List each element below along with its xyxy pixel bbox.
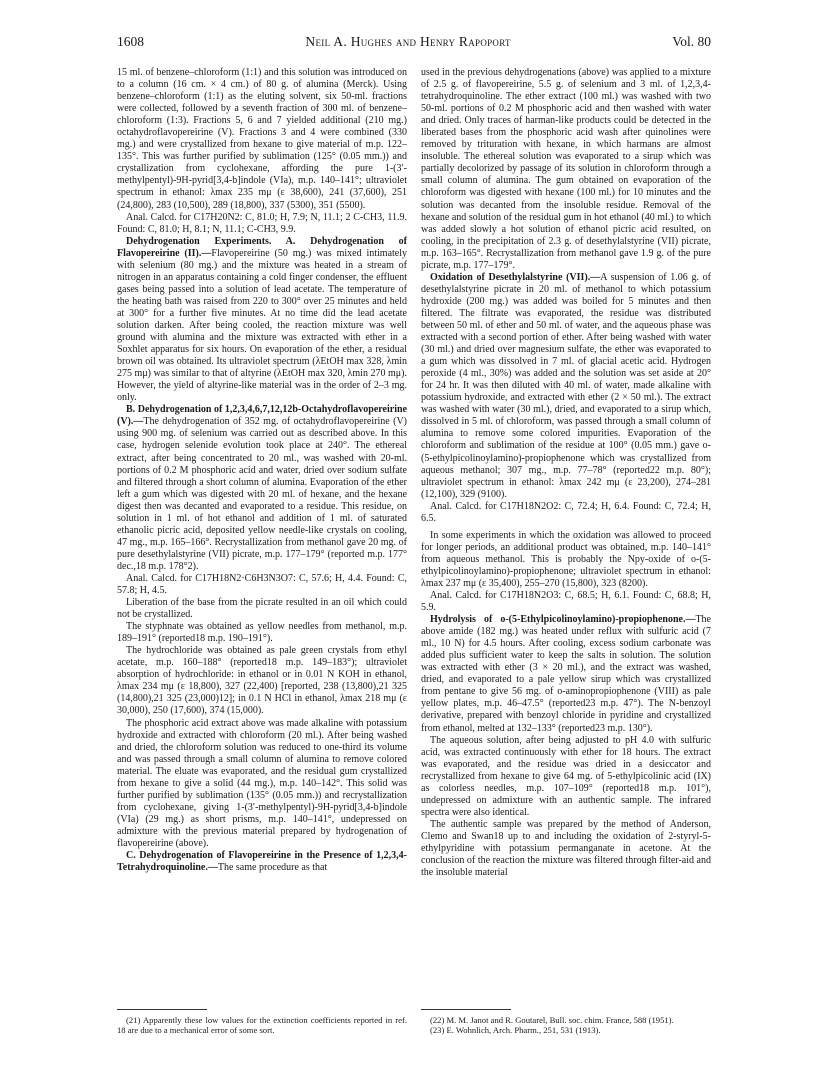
paragraph-text: The above amide (182 mg.) was heated under reflux with sulfuric acid (7 ml., 10 N) for 4.5 hours. After cooling, excess sodium carbonate was added plus sufficient water to keep the salts in solution. The solution was extracted with ether (3 × 20 ml.), and the extract was washed, dried, and evaporated to a pale yellow sirup which was crystallized from pentane to give 56 mg. of o-aminopropiophenone (VIII) as pale yellow plates, m.p. 46–47.5° (reported23 m.p. 47°). The N-benzoyl derivative, prepared with benzoyl chloride in pyridine and crystallized from ethanol, melted at 132–133° (reported23 m.p. 130°). bbox=[421, 614, 711, 734]
volume-label: Vol. 80 bbox=[672, 34, 711, 49]
footnote: (22) M. M. Janot and R. Goutarel, Bull. soc. chim. France, 588 (1951). bbox=[430, 1015, 674, 1025]
paragraph-text: Anal. Calcd. for C17H18N2O3: C, 68.5; H, 6.1. Found: C, 68.8; H, 5.9. bbox=[421, 590, 711, 614]
section-heading: C. Dehydrogenation of Flavopereirine in the Presence of 1,2,3,4-Tetrahydroquinoline.— bbox=[117, 850, 407, 874]
paragraph bbox=[421, 501, 711, 525]
right-column bbox=[421, 67, 711, 879]
paragraph-text: Anal. Calcd. for C17H20N2: C, 81.0; H, 7.9; N, 11.1; 2 C-CH3, 11.9. Found: C, 81.0; H, 8.1; N, 11.1; C-CH3, 9.9. bbox=[117, 211, 407, 235]
right-footnotes bbox=[421, 1015, 711, 1036]
paragraph bbox=[117, 573, 407, 597]
section-heading: Dehydrogenation Experiments. A. Dehydrogenation of Flavopereirine (II).— bbox=[117, 235, 407, 259]
left-footnote-rule bbox=[117, 1009, 207, 1010]
paragraph bbox=[117, 212, 407, 236]
footnote: (23) E. Wohnlich, Arch. Pharm., 251, 531 (1913). bbox=[430, 1025, 601, 1036]
paragraph bbox=[117, 718, 407, 851]
paragraph-text: The phosphoric acid extract above was made alkaline with potassium hydroxide and extracted with chloroform (20 ml.). After being washed and dried, the chloroform solution was reduced to one-third its volume and was passed through a small column of alumina to remove colored material. The eluate was evaporated, and the residual gum crystallized from hexane to give a solid (44 mg.), m.p. 140–142°. This solid was further purified by sublimation (135° (0.05 mm.)) and recrystallization from cyclohexane, giving 1-(3′-methylpentyl)-9H-pyrid[3,4-b]indole (VIa) (29 mg.) as short prisms, m.p. 140–141°, undepressed on admixture with the previous material prepared by hydrogenation of flavopereirine (above). bbox=[117, 717, 407, 849]
paragraph-text: 15 ml. of benzene–chloroform (1:1) and this solution was introduced on to a column (16 cm. × 4 cm.) of 80 g. of alumina (Merck). Using benzene–chloroform (1:1) as the eluting solvent, six 50-ml. fractions were collected, followed by a seventh fraction of 300 ml. of benzene–chloroform (1:3). Fractions 5, 6 and 7 yielded additional (210 mg.) octahydroflavopereirine (V). Fractions 3 and 4 were combined (330 mg.) and were crystallized from hexane to give material of m.p. 122–135°. This was further purified by sublimation (125° (0.05 mm.)) and crystallization from cyclohexane, affording the pure 1-(3′-methylpentyl)-9H-pyrid[3,4-b]indole (VIa), m.p. 140–141°; ultraviolet spectrum in ethanol: λmax 235 mμ (ε 38,600), 241 (37,600), 251 (24,800), 283 (10,500), 289 (18,800), 337 (5300), 351 (5500). bbox=[117, 67, 407, 211]
paragraph-text: The same procedure as that bbox=[217, 862, 328, 874]
paragraph bbox=[421, 530, 711, 590]
left-column bbox=[117, 67, 407, 874]
paragraph bbox=[421, 735, 711, 819]
paragraph bbox=[421, 819, 711, 879]
paragraph-text: In some experiments in which the oxidation was allowed to proceed for longer periods, an additional product was obtained, m.p. 140–141° from aqueous methanol. This is probably the Npy-oxide of o-(5-ethylpicolinoylamino)-propiophenone; ultraviolet spectrum in ethanol: λmax 237 mμ (ε 35,400), 255–270 (15,800), 323 (8200). bbox=[421, 529, 711, 589]
page-number: 1608 bbox=[117, 34, 144, 49]
running-header bbox=[117, 34, 711, 52]
section-heading: Hydrolysis of o-(5-Ethylpicolinoylamino)-propiophenone.— bbox=[430, 614, 696, 626]
paragraph-text: Flavopereirine (50 mg.) was mixed intimately with selenium (80 mg.) and the mixture was heated in a stream of nitrogen in an apparatus containing a cold finger condenser, the effluent gases being passed into a solution of lead acetate. The temperature of the heating bath was raised from 220 to 300° over 25 minutes and held at 300° for a further five minutes. At no time did the lead acetate solution darken. After being cooled, the reaction mixture was well ground with alumina and the mixture was extracted with ether in a Soxhlet apparatus for six hours. On evaporation of the ether, a residual brown oil was obtained. Its ultraviolet spectrum (λEtOH max 328, λmin 275 mμ) was similar to that of altyrine (λEtOH max 320, λmin 270 mμ). However, the yield of altyrine-like material was in the order of 2–3 mg. only. bbox=[117, 247, 408, 404]
paragraph-text: The dehydrogenation of 352 mg. of octahydroflavopereirine (V) using 900 mg. of selenium was carried out as described above. In this case, hydrogen selenide evolution took place at 240°. The ethereal extract, after being concentrated to 20 ml., was washed with 20-ml. portions of 0.2 M phosphoric acid and water, dried over sodium sulfate and filtered through a short column of alumina. Evaporation of the ether left a gum which was digested with 20 ml. of hexane, and the hexane digest then was decanted and evaporated to a residue. This residue, on solution in 1 ml. of hot ethanol and addition of 1 ml. of saturated ethanolic picric acid, deposited yellow needle-like crystals on cooling, 47 mg., m.p. 165–166°. Recrystallization from methanol gave 20 mg. of pure desethylalstyrine (VII) picrate, m.p. 177–179° (reported m.p. 177° dec.,18 m.p. 178°2). bbox=[117, 416, 407, 572]
paragraph-text: A suspension of 1.06 g. of desethylalstyrine picrate in 20 ml. of methanol to which potassium hydroxide (200 mg.) was added was boiled for 5 minutes and then filtered. The filtrate was evaporated, the residue was distributed between 50 ml. of ether and 50 ml. of water, and the aqueous phase was extracted with a second portion of ether. After being washed with water (30 ml.) and dried over magnesium sulfate, the ether was evaporated to a gum which was dissolved in 7 ml. of glacial acetic acid. Hydrogen peroxide (4 ml., 30%) was added and the solution was set aside at 20° for 24 hr. It was then diluted with 40 ml. of water, made alkaline with potassium hydroxide, and extracted with ether (2 × 50 ml.). The extract was washed with water (30 ml.), dried, and evaporated to a sirup which, dissolved in 5 ml. of chloroform, was passed through a small column of alumina to remove some colored impurities. Evaporation of the chloroform and sublimation of the residue at 100° (0.05 mm.) gave o-(5-ethylpicolinoylamino)-propiophenone which was crystallized from aqueous methanol; 307 mg., m.p. 77–78° (reported22 m.p. 80°); ultraviolet spectrum in ethanol: λmax 242 mμ (ε 23,200), 274–281 (12,100), 329 (9100). bbox=[421, 271, 711, 500]
paragraph-text: The aqueous solution, after being adjusted to pH 4.0 with sulfuric acid, was extracted continuously with ether for 18 hours. The extract was evaporated, and the residue was dried in a desiccator and recrystallized from hexane to give 64 mg. of 5-ethylpicolinic acid (IX) as colorless needles, m.p. 107–109° (reported18 m.p. 101°), undepressed on admixture with an authentic sample. The infrared spectra were also identical. bbox=[421, 734, 711, 818]
paragraph-text: The authentic sample was prepared by the method of Anderson, Clemo and Swan18 up to and including the oxidation of 2-styryl-5-ethylpyridine with potassium permanganate in acetone. At the conclusion of the reaction the mixture was filtered through filter-aid and the insoluble material bbox=[421, 818, 711, 879]
paragraph bbox=[117, 236, 407, 405]
paragraph-text: Anal. Calcd. for C17H18N2O2: C, 72.4; H, 6.4. Found: C, 72.4; H, 6.5. bbox=[421, 500, 711, 524]
paragraph bbox=[117, 850, 407, 874]
paragraph bbox=[421, 67, 711, 272]
paragraph bbox=[117, 645, 407, 717]
right-footnote-rule bbox=[421, 1009, 511, 1010]
paragraph bbox=[421, 272, 711, 501]
footnote: (21) Apparently these low values for the extinction coefficients reported in ref. 18 are due to a mechanical error of some sort. bbox=[117, 1015, 407, 1036]
paragraph-text: The hydrochloride was obtained as pale green crystals from ethyl acetate, m.p. 160–188° (reported18 m.p. 149–183°); ultraviolet absorption of hydrochloride: in ethanol or in 0.01 N KOH in ethanol, λmax 234 mμ (ε 18,800), 327 (22,400) [reported, 238 (13,800),21 325 (14,800),21 325 (23,000)12]; in 0.1 N HCl in ethanol, λmax 218 mμ (ε 30,000), 250 (17,600), 374 (15,000). bbox=[117, 645, 407, 717]
paragraph-text: The styphnate was obtained as yellow needles from methanol, m.p. 189–191° (reported18 m.p. 190–191°). bbox=[117, 621, 407, 645]
paragraph bbox=[421, 614, 711, 734]
paragraph-text: Anal. Calcd. for C17H18N2·C6H3N3O7: C, 57.6; H, 4.4. Found: C, 57.8; H, 4.5. bbox=[117, 572, 407, 597]
section-heading: B. Dehydrogenation of 1,2,3,4,6,7,12,12b-Octahydroflavopereirine (V).— bbox=[117, 404, 407, 428]
paragraph bbox=[117, 404, 407, 573]
paragraph bbox=[117, 67, 407, 212]
paragraph-text: used in the previous dehydrogenations (above) was applied to a mixture of 2.5 g. of flavopereirine, 5.5 g. of selenium and 3 ml. of 1,2,3,4-tetrahydroquinoline. The ether extract (100 ml.) was washed with two 50-ml. portions of 0.2 M phosphoric acid and then washed with water and dried. Only traces of harman-like products could be detected in the liberated bases from the phosphoric acid wash after quinolines were removed by trituration with hexane, in which harmans are almost insoluble. The ethereal solution was evaporated to a sirup which was partially decolorized by passage of its solution in chloroform through a small column of alumina. The gum obtained on evaporation of the chloroform was digested with hexane (100 ml.) for 10 minutes and the solution was decanted from the insoluble residue. Removal of the hexane and solution of the residual gum in hot ethanol (40 ml.) to which was added slowly a hot solution of ethanol picric acid resulted, on cooling, in the precipitation of 2.3 g. of desethylalstyrine (VII) picrate, m.p. 163–165°. Recrystallization from methanol gave 1.9 g. of the pure picrate, m.p. 177–179°. bbox=[421, 67, 711, 271]
paragraph-text: Liberation of the base from the picrate resulted in an oil which could not be crystallized. bbox=[117, 597, 407, 621]
left-footnotes bbox=[117, 1015, 407, 1036]
running-title: Neil A. Hughes and Henry Rapoport bbox=[305, 34, 511, 49]
section-heading: Oxidation of Desethylalstyrine (VII).— bbox=[430, 271, 601, 283]
paragraph bbox=[421, 590, 711, 614]
paragraph bbox=[117, 621, 407, 645]
paragraph bbox=[117, 597, 407, 621]
